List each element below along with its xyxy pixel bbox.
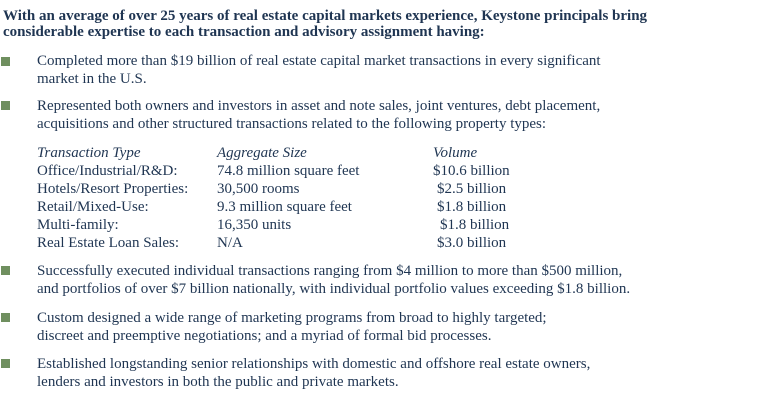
bullet-line: acquisitions and other structured transactions related to the following property types: [37, 116, 547, 132]
aggregate-size-cell: 9.3 million square feet [217, 199, 352, 215]
transaction-type-cell: Retail/Mixed-Use: [37, 199, 149, 215]
volume-cell: $10.6 billion [433, 163, 510, 179]
transaction-type-cell: Office/Industrial/R&D: [37, 163, 178, 179]
bullet-line: Established longstanding senior relationships with domestic and offshore real estate owners, [37, 356, 591, 372]
bullet-line: market in the U.S. [37, 71, 147, 87]
aggregate-size-cell: N/A [217, 235, 243, 251]
aggregate-size-cell: 74.8 million square feet [217, 163, 360, 179]
aggregate-size-cell: 16,350 units [217, 217, 292, 233]
square-bullet-icon [1, 101, 10, 110]
intro-line: With an average of over 25 years of real estate capital markets experience, Keystone principals bring [3, 8, 648, 24]
bullet-line: discreet and preemptive negotiations; and a myriad of formal bid processes. [37, 328, 492, 344]
volume-cell: $2.5 billion [437, 181, 507, 197]
bullet-text [37, 262, 767, 298]
column-header-volume: Volume [433, 145, 478, 161]
column-header-transaction-type: Transaction Type [37, 145, 141, 161]
bullet-text [37, 355, 767, 391]
volume-cell: $1.8 billion [440, 217, 510, 233]
aggregate-size-cell: 30,500 rooms [217, 181, 300, 197]
square-bullet-icon [1, 313, 10, 322]
volume-cell: $1.8 billion [437, 199, 507, 215]
column-header-aggregate-size: Aggregate Size [217, 145, 307, 161]
bullet-line: Successfully executed individual transactions ranging from $4 million to more than $500 million, [37, 263, 623, 279]
square-bullet-icon [1, 359, 10, 368]
bullet-line: and portfolios of over $7 billion nationally, with individual portfolio values exceeding $1.8 billion. [37, 281, 631, 297]
volume-cell: $3.0 billion [437, 235, 507, 251]
bullet-line: lenders and investors in both the public and private markets. [37, 374, 399, 390]
bullet-line: Represented both owners and investors in asset and note sales, joint ventures, debt placement, [37, 98, 601, 114]
bullet-text [37, 52, 767, 88]
intro-line: considerable expertise to each transaction and advisory assignment having: [3, 24, 485, 40]
square-bullet-icon [1, 266, 10, 275]
bullet-text [37, 97, 767, 133]
intro-paragraph [3, 8, 763, 40]
bullet-line: Completed more than $19 billion of real estate capital market transactions in every significant [37, 53, 601, 69]
transaction-type-cell: Multi-family: [37, 217, 119, 233]
transaction-type-cell: Real Estate Loan Sales: [37, 235, 180, 251]
transaction-type-cell: Hotels/Resort Properties: [37, 181, 189, 197]
bullet-line: Custom designed a wide range of marketing programs from broad to highly targeted; [37, 310, 547, 326]
bullet-text [37, 309, 767, 345]
square-bullet-icon [1, 57, 10, 66]
